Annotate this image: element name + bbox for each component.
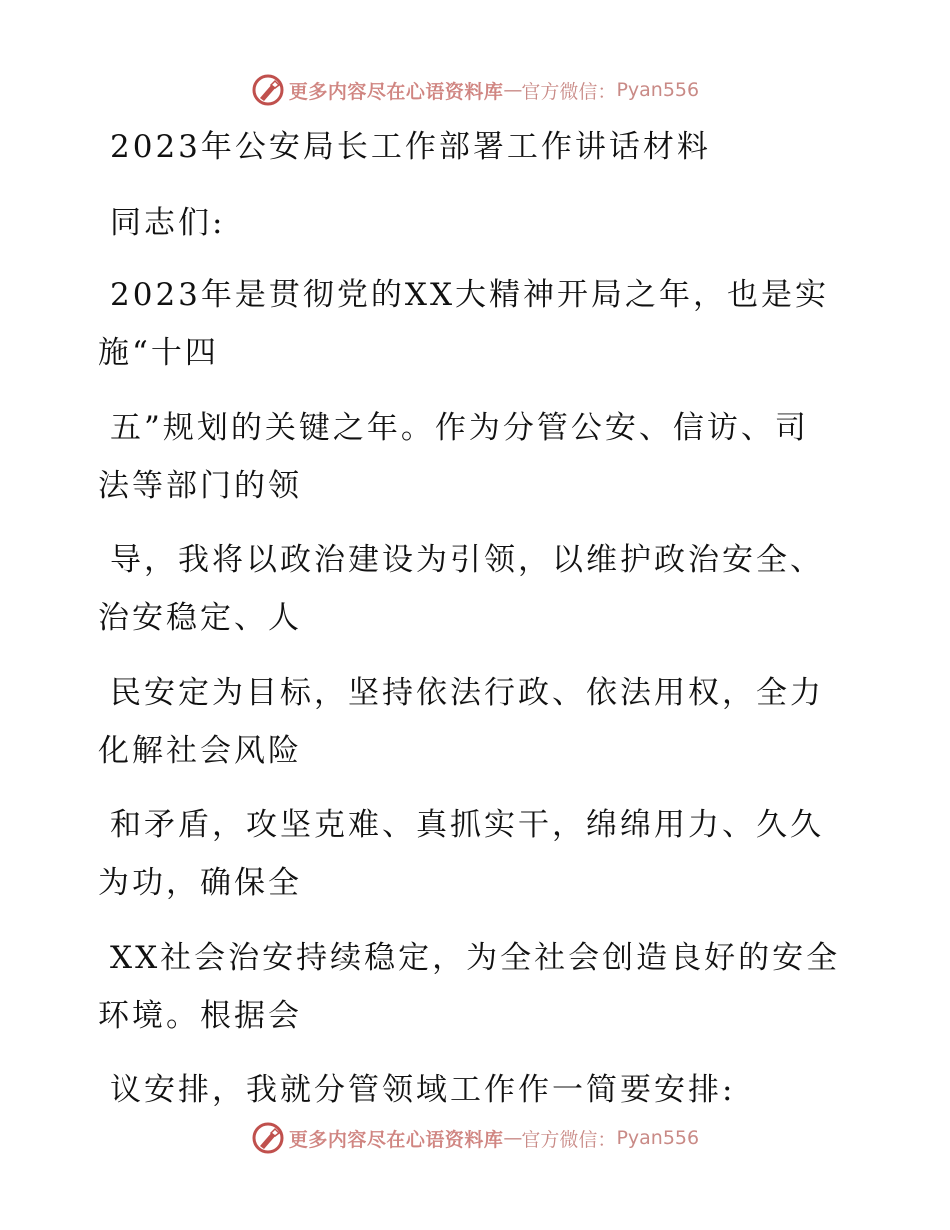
paragraph-line: 施“十四: [98, 335, 219, 371]
paragraph-line: 和矛盾，攻坚克难、真抓实干，绵绵用力、久久: [110, 807, 824, 843]
salutation: 同志们:: [110, 205, 226, 241]
paragraph-line: 法等部门的领: [98, 468, 302, 504]
watermark-dash: —: [503, 1127, 522, 1149]
watermark-wechat-id: Pyan556: [616, 1127, 700, 1149]
paragraph-line: 议安排，我就分管领域工作作一简要安排:: [110, 1072, 736, 1108]
watermark-main-text: 更多内容尽在心语资料库: [288, 80, 504, 103]
paragraph-line: 五”规划的关键之年。作为分管公安、信访、司: [110, 410, 809, 446]
paragraph-line: 民安定为目标，坚持依法行政、依法用权，全力: [110, 675, 824, 711]
watermark-wechat-id: Pyan556: [616, 79, 700, 101]
pen-logo-icon: [251, 73, 285, 107]
paragraph-line: 导，我将以政治建设为引领，以维护政治安全、: [110, 542, 824, 578]
paragraph-line: 为功，确保全: [98, 865, 302, 901]
paragraph-line: 化解社会风险: [98, 733, 302, 769]
paragraph-line: 2023年是贯彻党的XX大精神开局之年，也是实: [110, 277, 830, 313]
paragraph-line: 治安稳定、人: [98, 600, 302, 636]
footer-watermark: [0, 1118, 950, 1158]
paragraph-line: 环境。根据会: [98, 998, 302, 1034]
watermark-wechat-label: 官方微信：: [521, 80, 617, 103]
watermark-wechat-label: 官方微信：: [521, 1128, 617, 1151]
watermark-main-text: 更多内容尽在心语资料库: [288, 1128, 504, 1151]
document-title: 2023年公安局长工作部署工作讲话材料: [110, 129, 711, 165]
paragraph-line: XX社会治安持续稳定，为全社会创造良好的安全: [110, 940, 841, 976]
watermark-dash: —: [503, 79, 522, 101]
header-watermark: [0, 70, 950, 110]
pen-logo-icon: [251, 1121, 285, 1155]
